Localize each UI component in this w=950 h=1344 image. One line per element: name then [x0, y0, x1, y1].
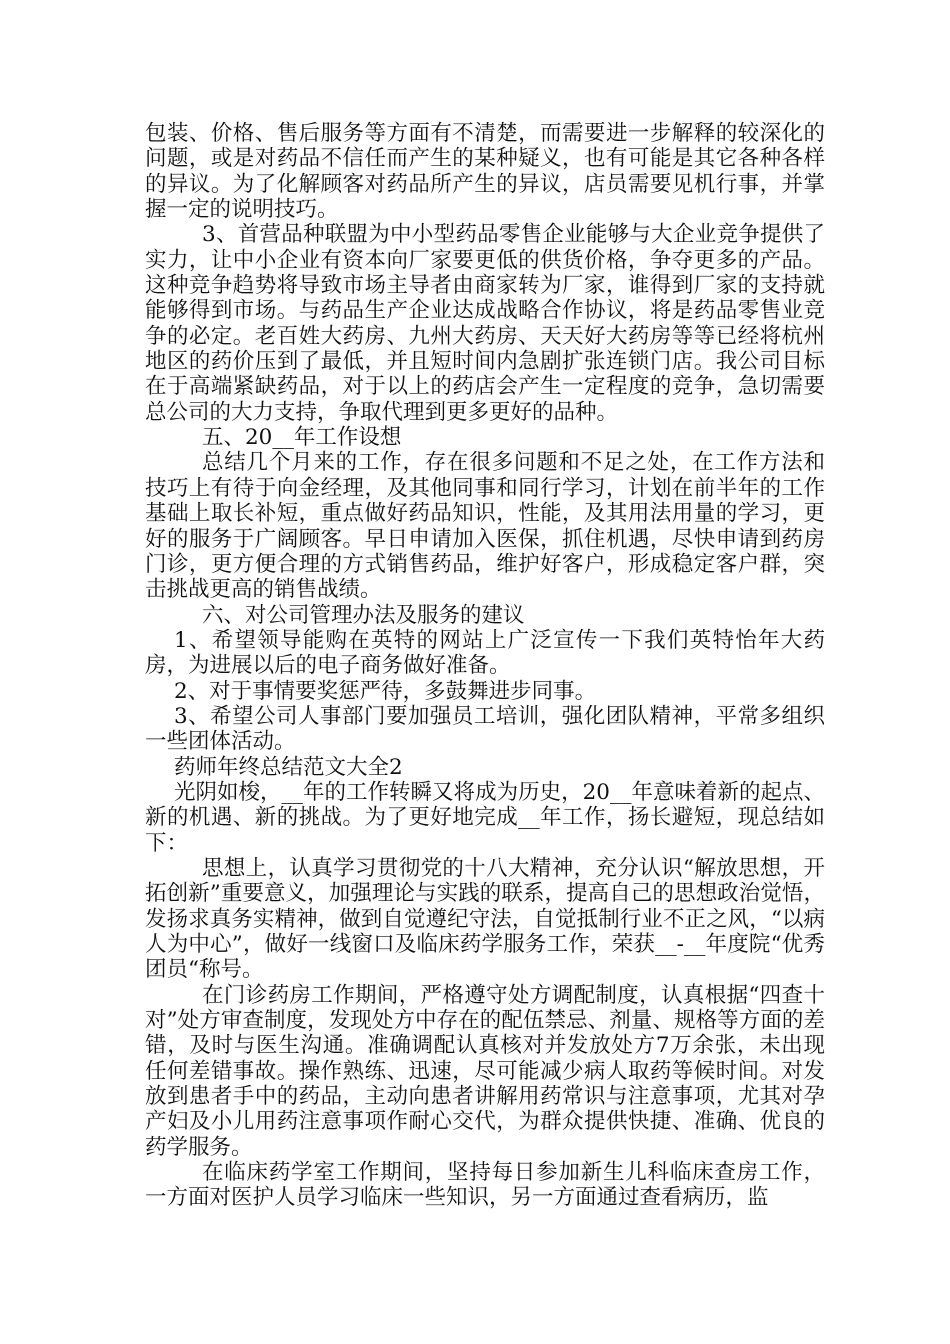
- section-heading: 六、对公司管理办法及服务的建议: [202, 602, 525, 628]
- document-body: [145, 121, 825, 1211]
- paragraph: 思想上，认真学习贯彻党的十八大精神，充分认识“解放思想，开拓创新”重要意义，加强理论与实践的联系，提高自己的思想政治觉悟，发扬求真务实精神，做到自觉遵纪守法，自觉抵制行业不正之风，“以病人为中心”，做好一线窗口及临床药学服务工作，荣获__-__年度院“优秀团员“称号。: [145, 855, 825, 983]
- list-item: 2、对于事情要奖惩严待，多鼓舞进步同事。: [174, 678, 597, 704]
- paragraph: 在临床药学室工作期间，坚持每日参加新生儿科临床查房工作，一方面对医护人员学习临床一些知识，另一方面通过查看病历，监: [145, 1160, 825, 1211]
- paragraph: 光阴如梭，__年的工作转瞬又将成为历史，20__年意味着新的起点、新的机遇、新的挑战。为了更好地完成__年工作，扬长避短，现总结如下：: [145, 779, 825, 856]
- list-item: 1、希望领导能购在英特的网站上广泛宣传一下我们英特怡年大药房，为进展以后的电子商务做好准备。: [145, 627, 825, 679]
- section-heading: 五、20__年工作设想: [202, 425, 402, 451]
- paragraph: 包装、价格、售后服务等方面有不清楚，而需要进一步解释的较深化的问题，或是对药品不信任而产生的某种疑义，也有可能是其它各种各样的异议。为了化解顾客对药品所产生的异议，店员需要见机行事，并掌握一定的说明技巧。: [145, 121, 825, 223]
- document-title: 药师年终总结范文大全2: [174, 754, 403, 780]
- list-item: 3、希望公司人事部门要加强员工培训，强化团队精神，平常多组织一些团体活动。: [145, 703, 825, 755]
- paragraph: 在门诊药房工作期间，严格遵守处方调配制度，认真根据“四查十对”处方审查制度，发现处方中存在的配伍禁忌、剂量、规格等方面的差错，及时与医生沟通。准确调配认真核对并发放处方7万余张，未出现任何差错事故。操作熟练、迅速，尽可能减少病人取药等候时间。对发放到患者手中的药品，主动向患者讲解用药常识与注意事项，尤其对孕产妇及小儿用药注意事项作耐心交代，为群众提供快捷、准确、优良的药学服务。: [145, 982, 825, 1160]
- paragraph: 总结几个月来的工作，存在很多问题和不足之处，在工作方法和技巧上有待于向金经理，及其他同事和同行学习，计划在前半年的工作基础上取长补短，重点做好药品知识，性能，及其用法用量的学习，更好的服务于广阔顾客。早日申请加入医保，抓住机遇，尽快申请到药房门诊，更方便合理的方式销售药品，维护好客户，形成稳定客户群，突击挑战更高的销售战绩。: [145, 450, 825, 603]
- paragraph: 3、首营品种联盟为中小型药品零售企业能够与大企业竞争提供了实力，让中小企业有资本向厂家要更低的供货价格，争夺更多的产品。这种竞争趋势将导致市场主导者由商家转为厂家，谁得到厂家的支持就能够得到市场。与药品生产企业达成战略合作协议，将是药品零售业竞争的必定。老百姓大药房、九州大药房、天天好大药房等等已经将杭州地区的药价压到了最低，并且短时间内急剧扩张连锁门店。我公司目标在于高端紧缺药品，对于以上的药店会产生一定程度的竞争，急切需要总公司的大力支持，争取代理到更多更好的品种。: [145, 222, 825, 425]
